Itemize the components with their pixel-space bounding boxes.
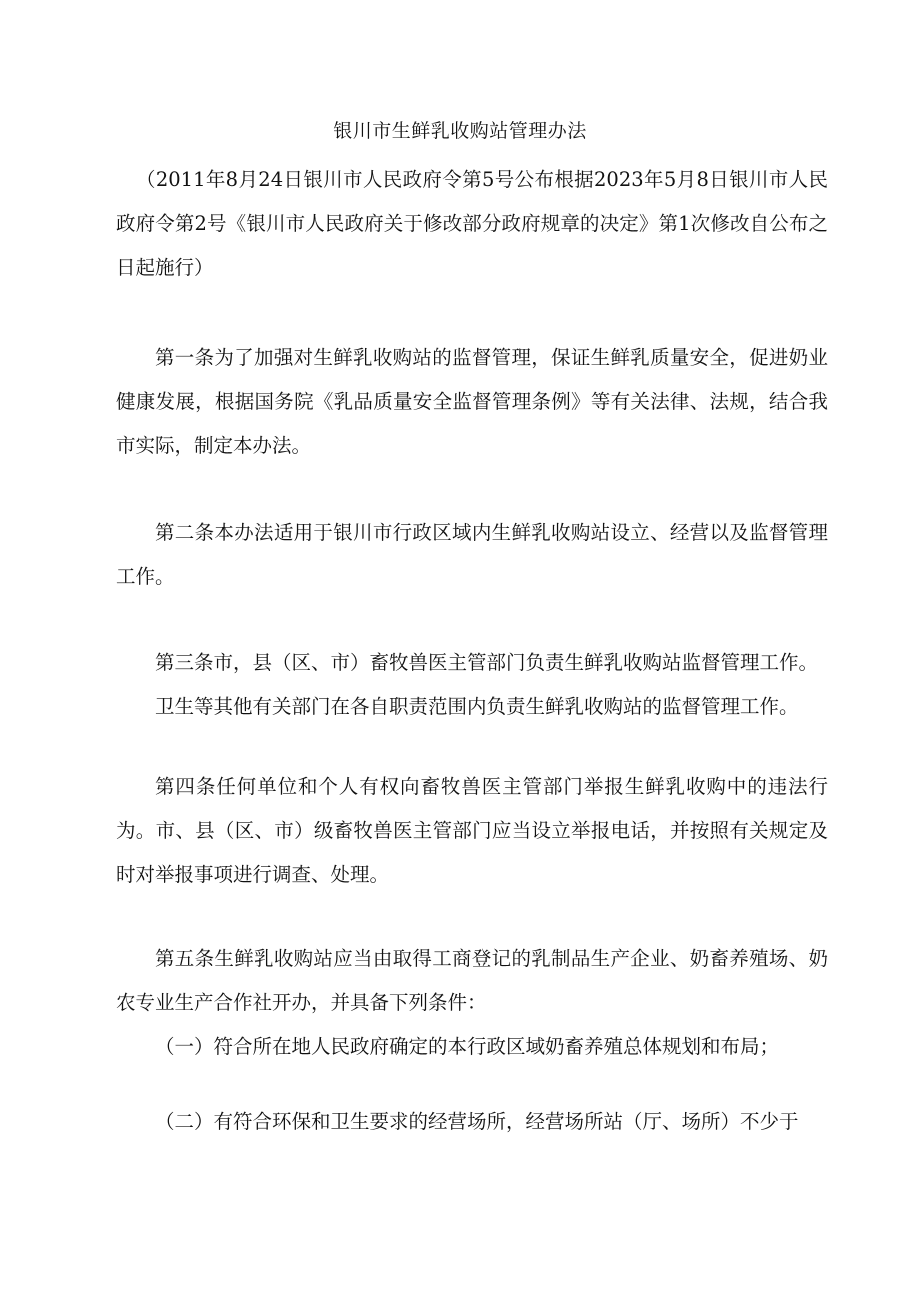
article-2-paragraph: 第二条本办法适用于银川市行政区域内生鲜乳收购站设立、经营以及监督管理工作。 — [116, 521, 828, 588]
article-3-continued-paragraph: 卫生等其他有关部门在各自职责范围内负责生鲜乳收购站的监督管理工作。 — [155, 695, 799, 718]
article-5-item-2: （二）有符合环保和卫生要求的经营场所，经营场所站（厅、场所）不少于 — [155, 1110, 799, 1133]
document-title: 银川市生鲜乳收购站管理办法 — [333, 120, 587, 142]
article-4-paragraph: 第四条任何单位和个人有权向畜牧兽医主管部门举报生鲜乳收购中的违法行为。市、县（区、市）级畜牧兽医主管部门应当设立举报电话，并按照有关规定及时对举报事项进行调查、处理。 — [116, 775, 828, 886]
document-revision-note: （2011年8月24日银川市人民政府令第5号公布根据2023年5月8日银川市人民政府令第2号《银川市人民政府关于修改部分政府规章的决定》第1次修改自公布之日起施行） — [116, 168, 828, 279]
article-5-paragraph: 第五条生鲜乳收购站应当由取得工商登记的乳制品生产企业、奶畜养殖场、奶农专业生产合作社开办，并具备下列条件： — [116, 947, 828, 1014]
article-5-item-1: （一）符合所在地人民政府确定的本行政区域奶畜养殖总体规划和布局； — [155, 1035, 780, 1058]
article-1-paragraph: 第一条为了加强对生鲜乳收购站的监督管理，保证生鲜乳质量安全，促进奶业健康发展，根据国务院《乳品质量安全监督管理条例》等有关法律、法规，结合我市实际，制定本办法。 — [116, 346, 828, 457]
article-3-paragraph: 第三条市，县（区、市）畜牧兽医主管部门负责生鲜乳收购站监督管理工作。 — [155, 651, 819, 674]
